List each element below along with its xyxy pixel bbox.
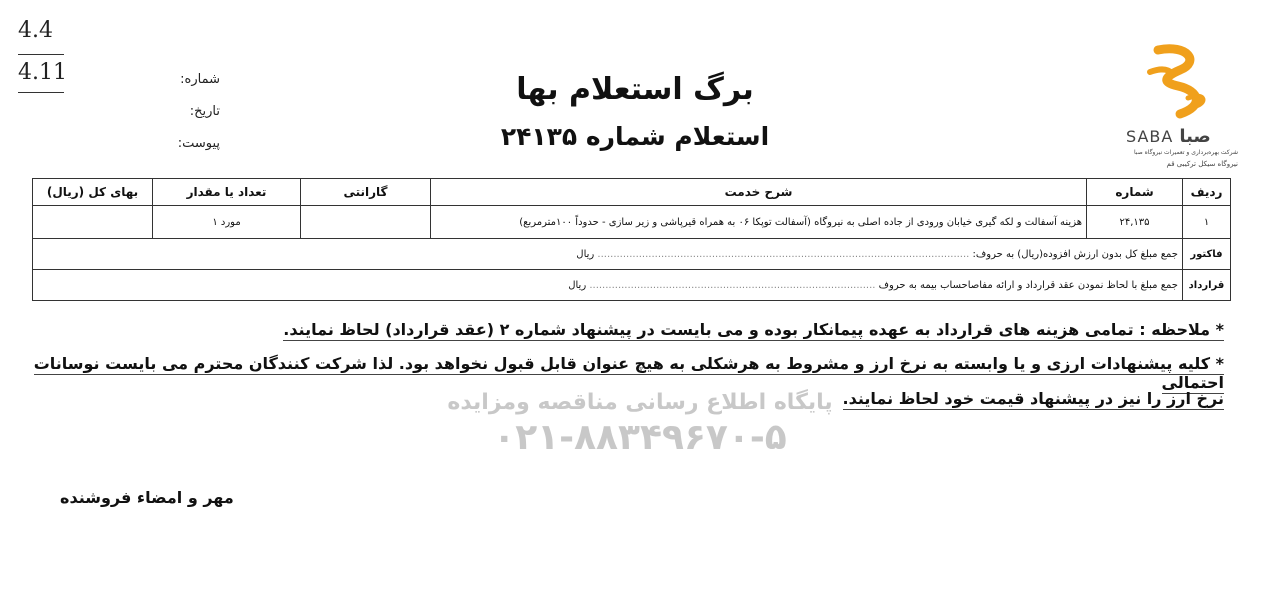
cell-row-index: ۱ <box>1183 206 1231 239</box>
page-title: برگ استعلام بها <box>516 72 754 107</box>
contract-row <box>33 270 1231 301</box>
note-contract-costs <box>283 320 1224 339</box>
margin-bottom-number: 4.11 <box>18 60 67 85</box>
header-warranty: گارانتی <box>301 179 431 206</box>
cell-quantity: مورد ۱ <box>153 206 301 239</box>
date-label: تاریخ: <box>189 104 220 119</box>
invoice-row <box>33 239 1231 270</box>
header-quantity: تعداد یا مقدار <box>153 179 301 206</box>
table-row <box>33 206 1231 239</box>
header-row-index: ردیف <box>1183 179 1231 206</box>
logo-company-line: شرکت بهره‌برداری و تعمیرات نیروگاه صبا <box>1133 149 1238 156</box>
contract-text: جمع مبلغ با لحاظ نمودن عقد قرارداد و ارائه مفاصاحساب بیمه به حروف <box>878 279 1178 291</box>
note-contract-costs-text: * ملاحظه : تمامی هزینه های قرارداد به عهده پیمانکار بوده و می بایست در پیشنهاد شماره ۲ (عقد قرارداد) لحاظ نمایند. <box>283 320 1224 339</box>
invoice-text: جمع مبلغ کل بدون ارزش افزوده(ریال) به حروف: <box>972 248 1178 260</box>
table-header-row <box>33 179 1231 206</box>
invoice-amount-cell: جمع مبلغ کل بدون ارزش افزوده(ریال) به حروف: ..................................................................................................................... ریال <box>33 239 1183 270</box>
saba-logo-icon <box>1118 42 1238 122</box>
attachment-label: پیوست: <box>177 136 220 151</box>
cell-number: ۲۴,۱۳۵ <box>1087 206 1183 239</box>
invoice-label: فاکتور <box>1183 239 1231 270</box>
price-inquiry-table <box>32 178 1231 301</box>
header-description: شرح خدمت <box>431 179 1087 206</box>
number-label: شماره: <box>180 72 220 87</box>
margin-top-number: 4.4 <box>18 18 53 43</box>
logo-brand-persian: صبا <box>1179 126 1211 147</box>
logo-plant-line: نیروگاه سیکل ترکیبی قم <box>1166 160 1238 168</box>
note-currency-text-2: نرخ ارز را نیز در پیشنهاد قیمت خود لحاظ نمایند. <box>842 389 1224 408</box>
watermark-text: پایگاه اطلاع رسانی مناقصه ومزایده <box>447 390 833 415</box>
seller-seal-signature-label: مهر و امضاء فروشنده <box>60 488 234 507</box>
logo-brand-latin: SABA <box>1126 127 1174 146</box>
margin-divider <box>18 54 64 55</box>
cell-total-price <box>33 206 153 239</box>
invoice-currency: ریال <box>576 248 595 260</box>
note-currency-line1 <box>0 354 1224 392</box>
cell-description: هزینه آسفالت و لکه گیری خیابان ورودی از جاده اصلی به نیروگاه (آسفالت توپکا ۰۶ به همراه قیرپاشی و زیر سازی - حدوداً ۱۰۰مترمربع) <box>431 206 1087 239</box>
watermark-phone: ۰۲۱-۸۸۳۴۹۶۷۰-۵ <box>493 417 787 458</box>
company-logo <box>1118 42 1238 172</box>
header-total-price: بهای کل (ریال) <box>33 179 153 206</box>
note-currency-line2 <box>843 389 1224 408</box>
header-number: شماره <box>1087 179 1183 206</box>
cell-warranty <box>301 206 431 239</box>
contract-amount-cell: جمع مبلغ با لحاظ نمودن عقد قرارداد و ارائه مفاصاحساب بیمه به حروف .......................................................................................... ریال <box>33 270 1183 301</box>
margin-underline <box>18 92 64 93</box>
contract-label: قرارداد <box>1183 270 1231 301</box>
contract-currency: ریال <box>568 279 587 291</box>
watermark <box>380 390 900 458</box>
inquiry-number-title: استعلام شماره ۲۴۱۳۵ <box>500 122 770 151</box>
note-currency-text-1: * کلیه پیشنهادات ارزی و یا وابسته به نرخ ارز و مشروط به هرشکلی به هیچ عنوان قابل قبول نخواهد بود. لذا شرکت کنندگان محترم می بایست نوسانات احتمالی <box>33 354 1224 392</box>
